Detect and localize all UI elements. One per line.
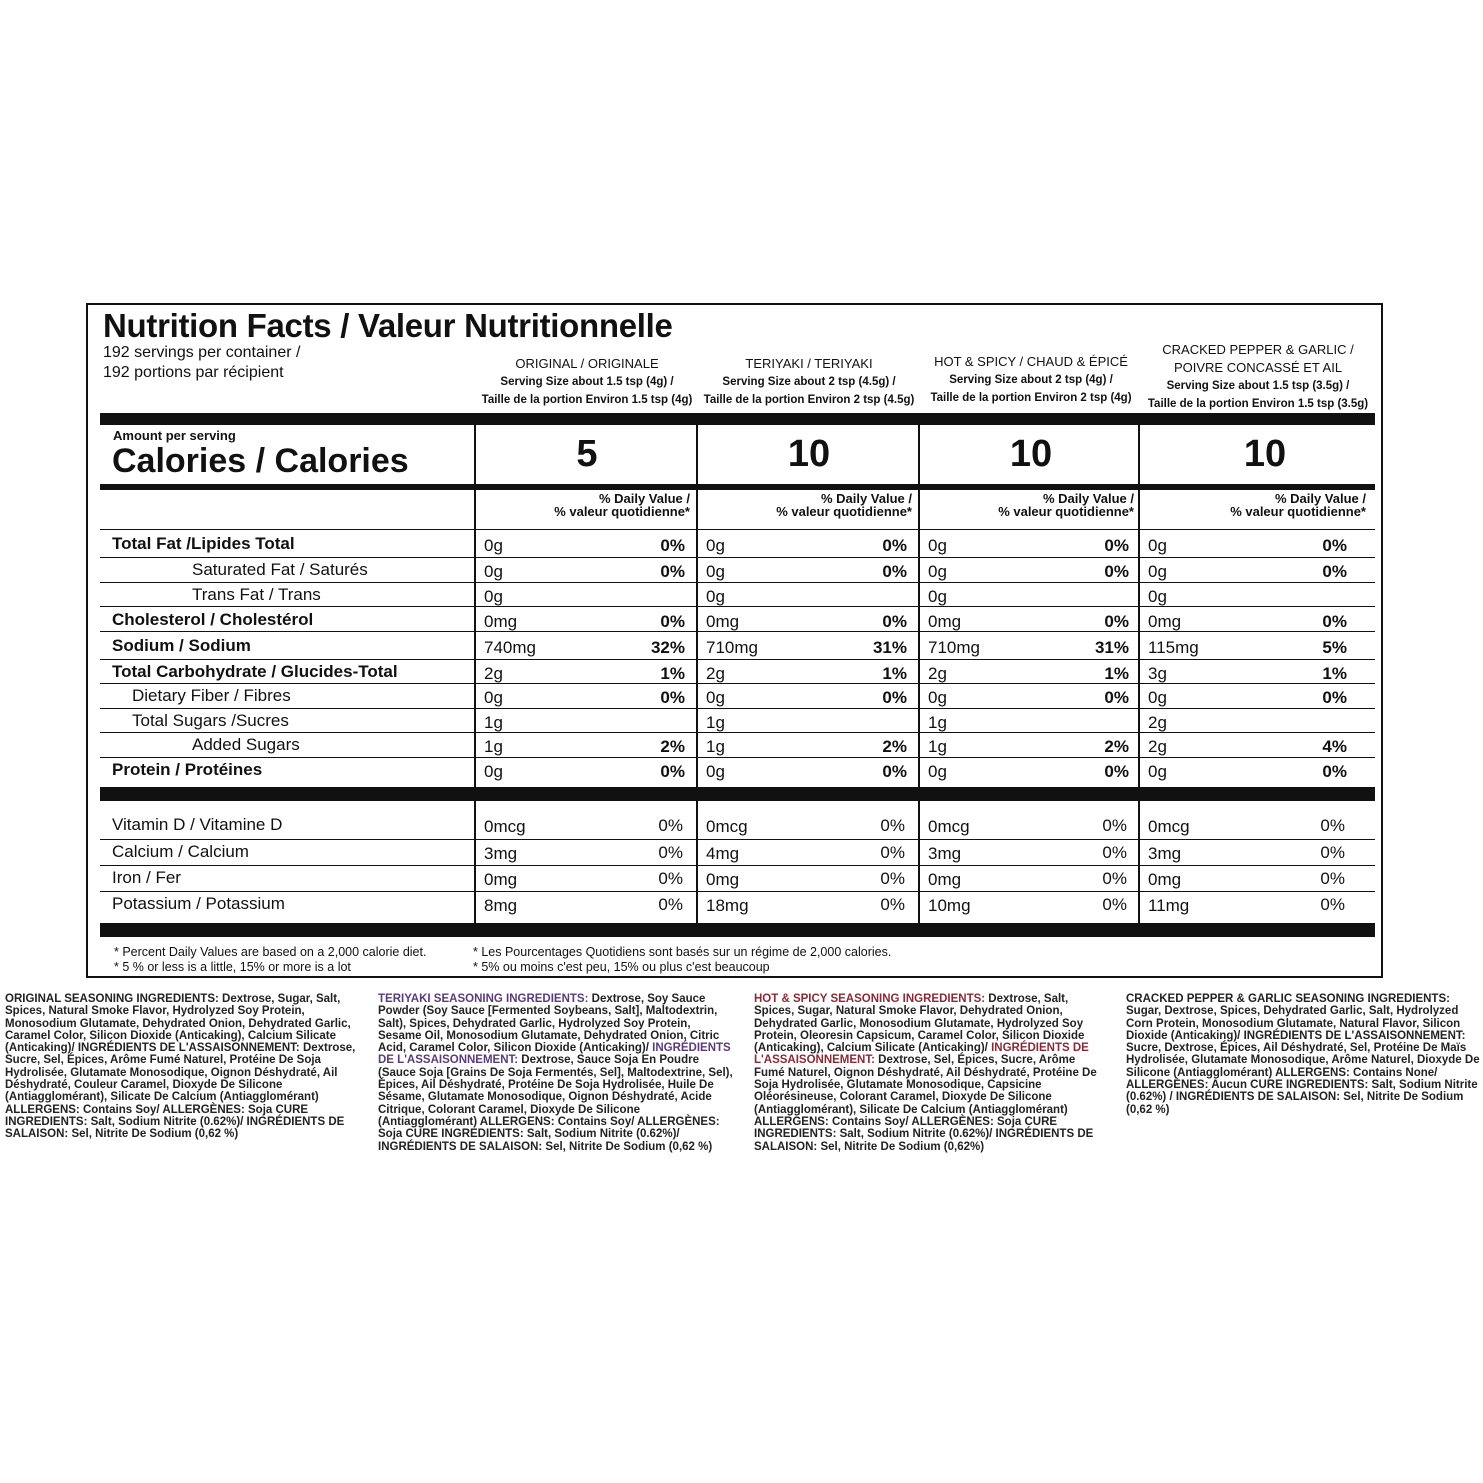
- calories-hot-spicy: 10: [1009, 433, 1053, 475]
- nutrient-amount: 0g: [706, 536, 725, 555]
- nutrient-amount: 0g: [706, 762, 725, 781]
- vitamin-amount: 8mg: [484, 896, 518, 915]
- vitamin-dv: 0%: [1102, 895, 1127, 914]
- row-separator: [100, 606, 1375, 607]
- servings-fr: 192 portions par récipient: [103, 364, 284, 381]
- nutrient-amount: 0g: [1148, 762, 1167, 781]
- nutrient-amount: 0g: [928, 562, 947, 581]
- nutrient-dv: 0%: [1104, 562, 1129, 581]
- vitamin-amount: 0mg: [484, 870, 518, 889]
- nutrient-dv: 31%: [872, 638, 907, 657]
- nutrient-label: Dietary Fiber / Fibres: [132, 686, 291, 705]
- row-separator: [100, 557, 1375, 558]
- nutrient-amount: 0g: [706, 587, 725, 606]
- row-separator: [100, 839, 1375, 840]
- nutrient-amount: 710mg: [706, 638, 758, 657]
- flavor-header-hot-spicy: HOT & SPICY / CHAUD & ÉPICÉ Serving Size about 2 tsp (4g) / Taille de la portion Environ 2 tsp (4g): [930, 354, 1132, 404]
- vitamin-amount: 4mg: [706, 844, 740, 863]
- nutrient-amount: 2g: [484, 664, 503, 683]
- nutrient-dv: 31%: [1094, 638, 1129, 657]
- nutrient-dv: 0%: [882, 762, 907, 781]
- nutrient-amount: 1g: [928, 713, 947, 732]
- nutrient-dv: 0%: [882, 688, 907, 707]
- nutrient-amount: 115mg: [1148, 638, 1199, 657]
- flavor-header-original: ORIGINAL / ORIGINALE Serving Size about 1.5 tsp (4g) / Taille de la portion Environ 1.5 tsp (4g): [481, 356, 693, 406]
- nutrient-dv: 0%: [1104, 612, 1129, 631]
- vitamin-amount: 0mg: [928, 870, 962, 889]
- nutrient-dv: 0%: [1322, 612, 1347, 631]
- vitamin-dv: 0%: [1320, 869, 1345, 888]
- nutrient-amount: 740mg: [484, 638, 536, 657]
- vitamin-amount: 3mg: [484, 844, 518, 863]
- nutrient-label: Saturated Fat / Saturés: [192, 560, 368, 579]
- nutrient-amount: 2g: [706, 664, 725, 683]
- nutrient-dv: 0%: [660, 536, 685, 555]
- nutrient-amount: 0g: [484, 562, 503, 581]
- vitamin-amount: 0mcg: [1148, 817, 1190, 836]
- nutrient-amount: 0g: [706, 688, 725, 707]
- vitamin-amount: 10mg: [928, 896, 971, 915]
- dv-header: % Daily Value / % valeur quotidienne*: [1230, 491, 1366, 519]
- nutrient-amount: 2g: [1148, 713, 1167, 732]
- nutrient-dv: 0%: [1322, 536, 1347, 555]
- vitamin-dv: 0%: [880, 895, 905, 914]
- nutrient-amount: 0g: [1148, 536, 1167, 555]
- calories-label: Calories / Calories: [112, 442, 409, 480]
- row-separator: [100, 757, 1375, 758]
- row-separator: [100, 659, 1375, 660]
- nutrient-amount: 1g: [928, 737, 947, 756]
- vitamin-dv: 0%: [1102, 816, 1127, 835]
- nutrient-amount: 1g: [706, 713, 725, 732]
- panel-title: Nutrition Facts / Valeur Nutritionnelle: [103, 307, 673, 344]
- vitamins-bar: [100, 787, 1375, 801]
- nutrient-label: Cholesterol / Cholestérol: [112, 610, 314, 629]
- nutrient-amount: 0g: [1148, 688, 1167, 707]
- vitamin-dv: 0%: [880, 869, 905, 888]
- vitamin-dv: 0%: [1320, 816, 1345, 835]
- nutrient-label: Added Sugars: [192, 735, 300, 754]
- nutrient-amount: 0g: [928, 536, 947, 555]
- ingredients-original: ORIGINAL SEASONING INGREDIENTS: Dextrose, Sugar, Salt, Spices, Natural Smoke Flavor, Hydrolyzed Soy Protein, Monosodium Glutamate, Dehydrated Onion, Dehydrated Garlic, Caramel Color, Silicon Dioxide (Anticaking), Calcium Silicate (Anticaking)/ INGRÉDIENTS DE L'ASSAISONNEMENT: Dextrose, Sucre, Sel, Épices, Arôme Fumé Naturel, Protéine De Soja Hydrolisée, Glutamate Monosodique, Oignon Déshydraté, Ail Déshydraté, Couleur Caramel, Dioxyde De Silicone (Antiagglomérant), Silicate De Calcium (Antiagglomérant) ALLERGENS: Contains Soy/ ALLERGÈNES: Soja CURE INGREDIENTS: Salt, Sodium Nitrite (0.62%)/ INGRÉDIENTS DE SALAISON: Sel, Nitrite De Sodium (0,62 %): [5, 993, 356, 1141]
- nutrient-dv: 32%: [650, 638, 685, 657]
- row-separator: [100, 683, 1375, 684]
- nutrient-amount: 710mg: [928, 638, 980, 657]
- ingredients-cracked-pepper: CRACKED PEPPER & GARLIC SEASONING INGREDIENTS: Sugar, Dextrose, Spices, Dehydrated Garlic, Salt, Hydrolyzed Corn Protein, Monosodium Glutamate, Natural Flavor, Silicon Dioxide (Anticaking)/ INGRÉDIENTS DE L'ASSAISONNEMENT: Sucre, Dextrose, Épices, Ail Déshydraté, Sel, Protéine De Maïs Hydrolisée, Glutamate Monosodique, Arôme Naturel, Dioxyde De Silicone (Antiagglomérant) ALLERGENS: Contains None/ ALLERGÈNES: Aucun CURE INGREDIENTS: Salt, Sodium Nitrite (0.62%) / INGRÉDIENTS DE SALAISON: Sel, Nitrite De Sodium (0,62 %): [1126, 993, 1480, 1116]
- vitamin-amount: 0mcg: [928, 817, 970, 836]
- nutrient-amount: 1g: [484, 737, 503, 756]
- nutrient-dv: 0%: [882, 612, 907, 631]
- dv-header: % Daily Value / % valeur quotidienne*: [998, 491, 1134, 519]
- flavor-header-teriyaki: TERIYAKI / TERIYAKI Serving Size about 2 tsp (4.5g) / Taille de la portion Environ 2 tsp (4.5g): [703, 356, 915, 406]
- nutrient-amount: 0g: [706, 562, 725, 581]
- nutrient-dv: 0%: [660, 612, 685, 631]
- vitamin-dv: 0%: [880, 843, 905, 862]
- nutrient-amount: 0g: [1148, 587, 1167, 606]
- vitamin-dv: 0%: [658, 843, 683, 862]
- nutrient-amount: 0mg: [484, 612, 518, 631]
- vitamin-dv: 0%: [1320, 895, 1345, 914]
- vitamin-amount: 18mg: [706, 896, 749, 915]
- nutrient-amount: 1g: [706, 737, 725, 756]
- vitamin-dv: 0%: [880, 816, 905, 835]
- vitamin-label: Calcium / Calcium: [112, 842, 249, 861]
- nutrient-label: Protein / Protéines: [112, 760, 263, 779]
- vitamin-amount: 3mg: [928, 844, 962, 863]
- nutrient-amount: 0mg: [928, 612, 962, 631]
- nutrient-dv: 4%: [1322, 737, 1347, 756]
- calories-teriyaki: 10: [787, 433, 831, 475]
- row-separator: [100, 529, 1375, 530]
- row-separator: [100, 732, 1375, 733]
- nutrient-amount: 0mg: [1148, 612, 1182, 631]
- vitamin-amount: 0mcg: [706, 817, 748, 836]
- bottom-thick-bar: [100, 923, 1375, 937]
- footnote-en-2: * 5 % or less is a little, 15% or more is a lot: [114, 960, 351, 974]
- vitamin-dv: 0%: [658, 869, 683, 888]
- amount-per-serving: Amount per serving: [113, 428, 236, 443]
- ingredients-hot-spicy: HOT & SPICY SEASONING INGREDIENTS: Dextrose, Salt, Spices, Sugar, Natural Smoke Flavor, Dehydrated Onion, Dehydrated Garlic, Monosodium Glutamate, Hydrolyzed Soy Protein, Oleoresin Capsicum, Caramel Color, Silicon Dioxide (Anticaking), Calcium Silicate (Anticaking)/ INGRÉDIENTS DE L'ASSAISONNEMENT: Dextrose, Sel, Épices, Sucre, Arôme Fumé Naturel, Oignon Déshydraté, Ail Déshydraté, Protéine De Soja Hydrolisée, Glutamate Monosodique, Capsicine Oléorésineuse, Colorant Caramel, Dioxyde De Silicone (Antiagglomérant), Silicate De Calcium (Antiagglomérant) ALLERGENS: Contains Soy/ ALLERGÈNES: Soja CURE INGREDIENTS: Salt, Sodium Nitrite (0.62%)/ INGRÉDIENTS DE SALAISON: Sel, Nitrite De Sodium (0,62%): [754, 993, 1097, 1153]
- nutrient-dv: 0%: [660, 562, 685, 581]
- vitamin-amount: 0mg: [1148, 870, 1182, 889]
- row-separator: [100, 891, 1375, 892]
- nutrient-dv: 0%: [882, 536, 907, 555]
- row-separator: [100, 582, 1375, 583]
- vitamin-label: Iron / Fer: [112, 868, 181, 887]
- footnote-fr-1: * Les Pourcentages Quotidiens sont basés sur un régime de 2,000 calories.: [473, 945, 892, 959]
- nutrient-amount: 0mg: [706, 612, 740, 631]
- nutrient-amount: 0g: [928, 688, 947, 707]
- vitamin-dv: 0%: [658, 816, 683, 835]
- vitamin-amount: 0mcg: [484, 817, 526, 836]
- vitamin-dv: 0%: [1102, 869, 1127, 888]
- vitamin-dv: 0%: [658, 895, 683, 914]
- nutrient-dv: 2%: [660, 737, 685, 756]
- nutrition-facts-panel: [86, 303, 1383, 978]
- nutrient-label: Sodium / Sodium: [112, 636, 251, 655]
- nutrient-amount: 0g: [484, 536, 503, 555]
- nutrient-dv: 0%: [1104, 688, 1129, 707]
- vitamin-amount: 0mg: [706, 870, 740, 889]
- nutrient-amount: 2g: [1148, 737, 1167, 756]
- nutrient-dv: 5%: [1322, 638, 1347, 657]
- nutrient-dv: 0%: [660, 688, 685, 707]
- nutrient-amount: 0g: [1148, 562, 1167, 581]
- nutrient-dv: 0%: [1322, 762, 1347, 781]
- vitamin-dv: 0%: [1102, 843, 1127, 862]
- nutrient-amount: 2g: [928, 664, 947, 683]
- vitamin-label: Vitamin D / Vitamine D: [112, 815, 283, 834]
- nutrient-dv: 0%: [1104, 536, 1129, 555]
- footnote-en-1: * Percent Daily Values are based on a 2,000 calorie diet.: [114, 945, 427, 959]
- nutrient-amount: 0g: [484, 762, 503, 781]
- nutrient-dv: 1%: [1104, 664, 1129, 683]
- footnote-fr-2: * 5% ou moins c'est peu, 15% ou plus c'est beaucoup: [473, 960, 770, 974]
- ingredients-teriyaki: TERIYAKI SEASONING INGREDIENTS: Dextrose, Soy Sauce Powder (Soy Sauce [Fermented Soybeans, Salt], Maltodextrin, Salt), Spices, Dehydrated Garlic, Hydrolyzed Soy Protein, Sesame Oil, Monosodium Glutamate, Dehydrated Onion, Citric Acid, Caramel Color, Silicon Dioxide (Anticaking)/ INGRÉDIENTS DE L'ASSAISONNEMENT: Dextrose, Sauce Soja En Poudre (Sauce Soja [Grains De Soja Fermentés, Sel], Maltodextrine, Sel), Épices, Ail Déshydraté, Protéine De Soja Hydrolisée, Huile De Sésame, Glutamate Monosodique, Oignon Déshydraté, Acide Citrique, Colorant Caramel, Dioxyde De Silicone (Antiagglomérant) ALLERGENS: Contains Soy/ ALLERGÈNES: Soja CURE INGREDIENTS: Salt, Sodium Nitrite (0.62%)/ INGRÉDIENTS DE SALAISON: Sel, Nitrite De Sodium (0,62 %): [378, 993, 733, 1153]
- nutrient-amount: 0g: [484, 688, 503, 707]
- nutrient-amount: 0g: [928, 762, 947, 781]
- nutrient-dv: 0%: [1322, 562, 1347, 581]
- nutrient-amount: 0g: [484, 587, 503, 606]
- dv-header: % Daily Value / % valeur quotidienne*: [776, 491, 912, 519]
- flavor-header-cracked-pepper: CRACKED PEPPER & GARLIC / POIVRE CONCASSÉ ET AIL Serving Size about 1.5 tsp (3.5g) / Taille de la portion Environ 1.5 tsp (3.5g): [1147, 342, 1369, 410]
- nutrient-dv: 2%: [1104, 737, 1129, 756]
- vitamin-amount: 11mg: [1148, 896, 1190, 915]
- nutrient-dv: 0%: [1104, 762, 1129, 781]
- nutrient-label: Total Carbohydrate / Glucides-Total: [112, 662, 398, 681]
- row-separator: [100, 708, 1375, 709]
- nutrient-dv: 1%: [1322, 664, 1347, 683]
- calories-original: 5: [576, 433, 598, 475]
- nutrient-dv: 2%: [882, 737, 907, 756]
- nutrient-label: Total Sugars /Sucres: [132, 711, 289, 730]
- top-thick-bar: [100, 413, 1375, 425]
- vitamin-label: Potassium / Potassium: [112, 894, 285, 913]
- vitamin-dv: 0%: [1320, 843, 1345, 862]
- calories-cracked-pepper: 10: [1243, 433, 1287, 475]
- nutrient-amount: 0g: [928, 587, 947, 606]
- servings-en: 192 servings per container /: [103, 344, 301, 361]
- nutrient-amount: 1g: [484, 713, 503, 732]
- nutrient-label: Trans Fat / Trans: [192, 585, 321, 604]
- nutrient-dv: 0%: [660, 762, 685, 781]
- nutrient-dv: 0%: [1322, 688, 1347, 707]
- nutrient-dv: 0%: [882, 562, 907, 581]
- vitamin-amount: 3mg: [1148, 844, 1182, 863]
- calories-bar: [100, 484, 1375, 490]
- nutrient-label: Total Fat /Lipides Total: [112, 534, 295, 553]
- dv-header: % Daily Value / % valeur quotidienne*: [554, 491, 690, 519]
- row-separator: [100, 865, 1375, 866]
- nutrient-dv: 1%: [660, 664, 685, 683]
- nutrient-dv: 1%: [882, 664, 907, 683]
- nutrient-amount: 3g: [1148, 664, 1167, 683]
